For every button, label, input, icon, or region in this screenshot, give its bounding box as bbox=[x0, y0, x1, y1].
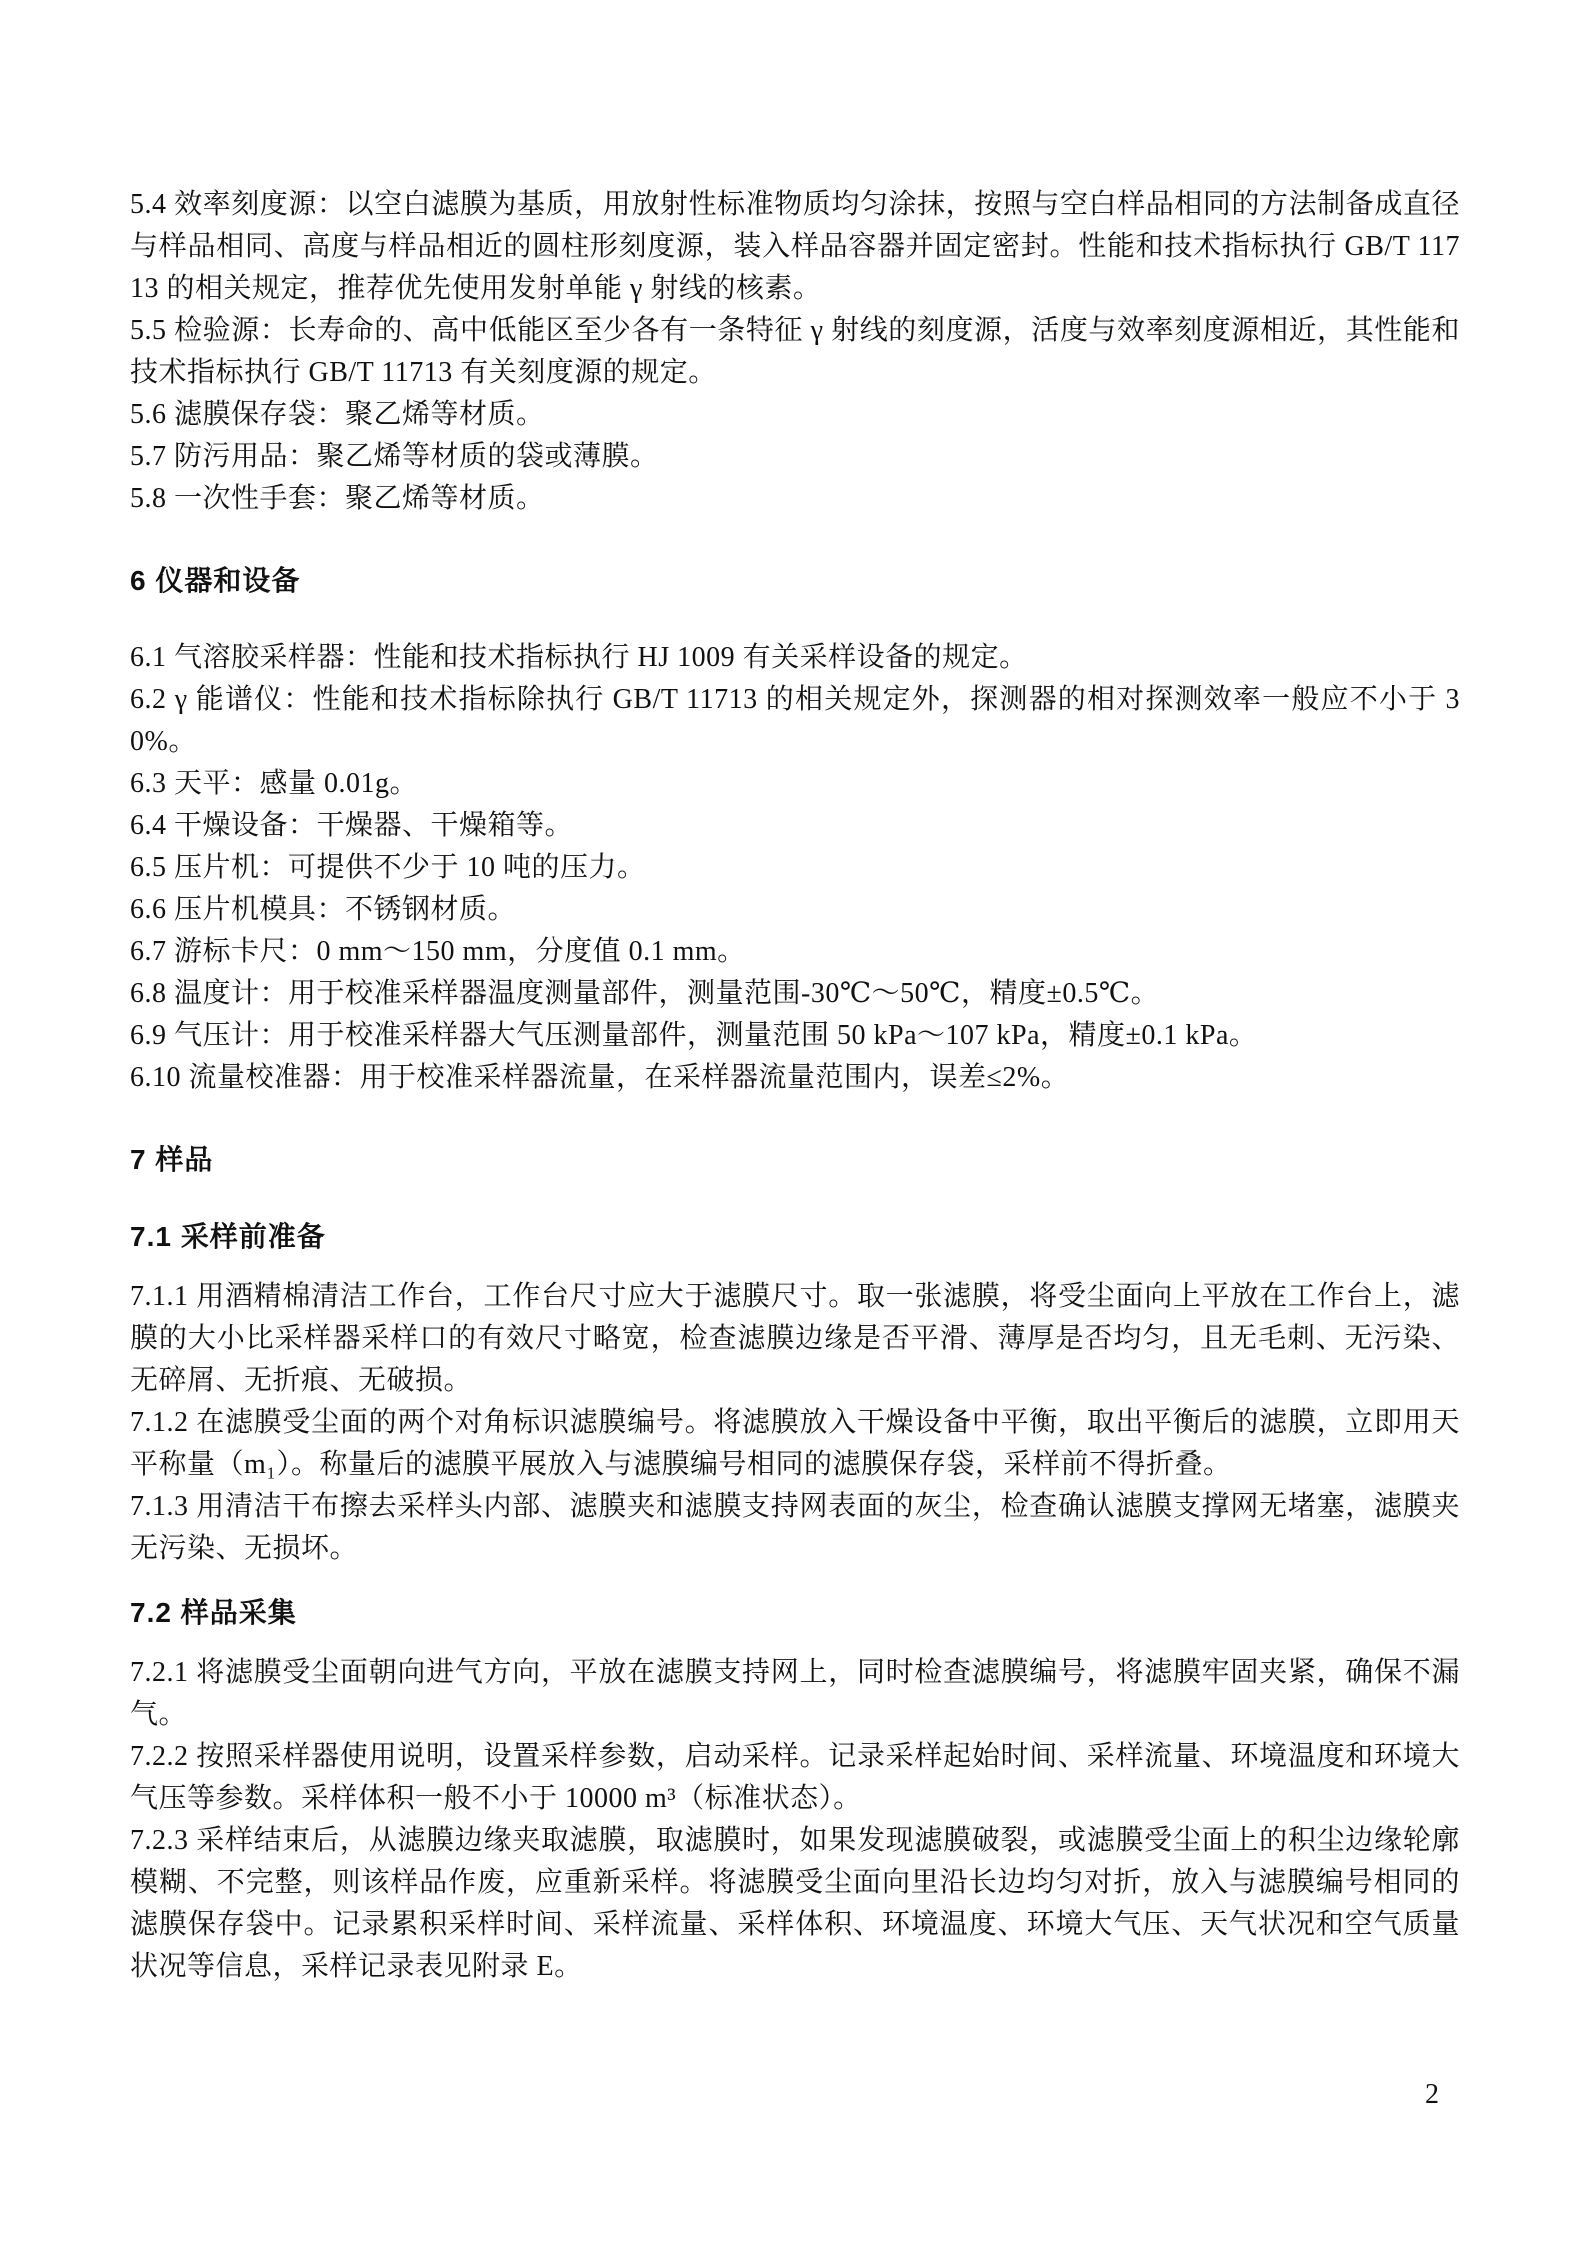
clause-6-4: 6.4 干燥设备：干燥器、干燥箱等。 bbox=[130, 810, 574, 841]
clause-5-6: 5.6 滤膜保存袋：聚乙烯等材质。 bbox=[130, 399, 545, 430]
clause-5-4: 5.4 效率刻度源：以空白滤膜为基质，用放射性标准物质均匀涂抹，按照与空白样品相同的方法制备成直径与样品相同、高度与样品相近的圆柱形刻度源，装入样品容器并固定密封。性能和技术指标执行 GB/T 11713 的相关规定，推荐优先使用发射单能 γ 射线的核素。 bbox=[130, 189, 1460, 304]
clause-6-6: 6.6 压片机模具：不锈钢材质。 bbox=[130, 894, 517, 925]
clause-6-3: 6.3 天平：感量 0.01g。 bbox=[130, 768, 419, 799]
clause-6-2: 6.2 γ 能谱仪：性能和技术指标除执行 GB/T 11713 的相关规定外，探测器的相对探测效率一般应不小于 30%。 bbox=[130, 684, 1460, 757]
clause-6-9: 6.9 气压计：用于校准采样器大气压测量部件，测量范围 50 kPa～107 kPa，精度±0.1 kPa。 bbox=[130, 1020, 1258, 1051]
section-heading-6: 6 仪器和设备 bbox=[130, 565, 301, 596]
clause-7-1-1: 7.1.1 用酒精棉清洁工作台，工作台尺寸应大于滤膜尺寸。取一张滤膜，将受尘面向上平放在工作台上，滤膜的大小比采样器采样口的有效尺寸略宽，检查滤膜边缘是否平滑、薄厚是否均匀，且无毛刺、无污染、无碎屑、无折痕、无破损。 bbox=[130, 1281, 1460, 1396]
clause-5-7: 5.7 防污用品：聚乙烯等材质的袋或薄膜。 bbox=[130, 441, 659, 472]
section-heading-7: 7 样品 bbox=[130, 1144, 214, 1175]
clause-7-1-2: 7.1.2 在滤膜受尘面的两个对角标识滤膜编号。将滤膜放入干燥设备中平衡，取出平衡后的滤膜，立即用天平称量（m₁）。称量后的滤膜平展放入与滤膜编号相同的滤膜保存袋，采样前不得折叠。 bbox=[130, 1407, 1460, 1480]
page-number: 2 bbox=[1425, 2079, 1439, 2110]
clause-5-8: 5.8 一次性手套：聚乙烯等材质。 bbox=[130, 483, 545, 514]
clause-6-5: 6.5 压片机：可提供不少于 10 吨的压力。 bbox=[130, 852, 646, 883]
subsection-heading-7-2: 7.2 样品采集 bbox=[130, 1597, 297, 1628]
subsection-heading-7-1: 7.1 采样前准备 bbox=[130, 1221, 326, 1252]
clause-7-2-2: 7.2.2 按照采样器使用说明，设置采样参数，启动采样。记录采样起始时间、采样流量、环境温度和环境大气压等参数。采样体积一般不小于 10000 m³（标准状态）。 bbox=[130, 1741, 1460, 1814]
clause-5-5: 5.5 检验源：长寿命的、高中低能区至少各有一条特征 γ 射线的刻度源，活度与效率刻度源相近，其性能和技术指标执行 GB/T 11713 有关刻度源的规定。 bbox=[130, 315, 1460, 388]
clause-7-2-3: 7.2.3 采样结束后，从滤膜边缘夹取滤膜，取滤膜时，如果发现滤膜破裂，或滤膜受尘面上的积尘边缘轮廓模糊、不完整，则该样品作废，应重新采样。将滤膜受尘面向里沿长边均匀对折，放入与滤膜编号相同的滤膜保存袋中。记录累积采样时间、采样流量、采样体积、环境温度、环境大气压、天气状况和空气质量状况等信息，采样记录表见附录 E。 bbox=[130, 1825, 1460, 1982]
clause-6-10: 6.10 流量校准器：用于校准采样器流量，在采样器流量范围内，误差≤2%。 bbox=[130, 1062, 1070, 1093]
clause-6-1: 6.1 气溶胶采样器：性能和技术指标执行 HJ 1009 有关采样设备的规定。 bbox=[130, 642, 1028, 673]
clause-6-8: 6.8 温度计：用于校准采样器温度测量部件，测量范围-30℃～50℃，精度±0.5℃。 bbox=[130, 978, 1160, 1009]
clause-7-1-3: 7.1.3 用清洁干布擦去采样头内部、滤膜夹和滤膜支持网表面的灰尘，检查确认滤膜支撑网无堵塞，滤膜夹无污染、无损坏。 bbox=[130, 1491, 1460, 1564]
clause-6-7: 6.7 游标卡尺：0 mm～150 mm，分度值 0.1 mm。 bbox=[130, 936, 746, 967]
clause-7-2-1: 7.2.1 将滤膜受尘面朝向进气方向，平放在滤膜支持网上，同时检查滤膜编号，将滤膜牢固夹紧，确保不漏气。 bbox=[130, 1657, 1460, 1730]
